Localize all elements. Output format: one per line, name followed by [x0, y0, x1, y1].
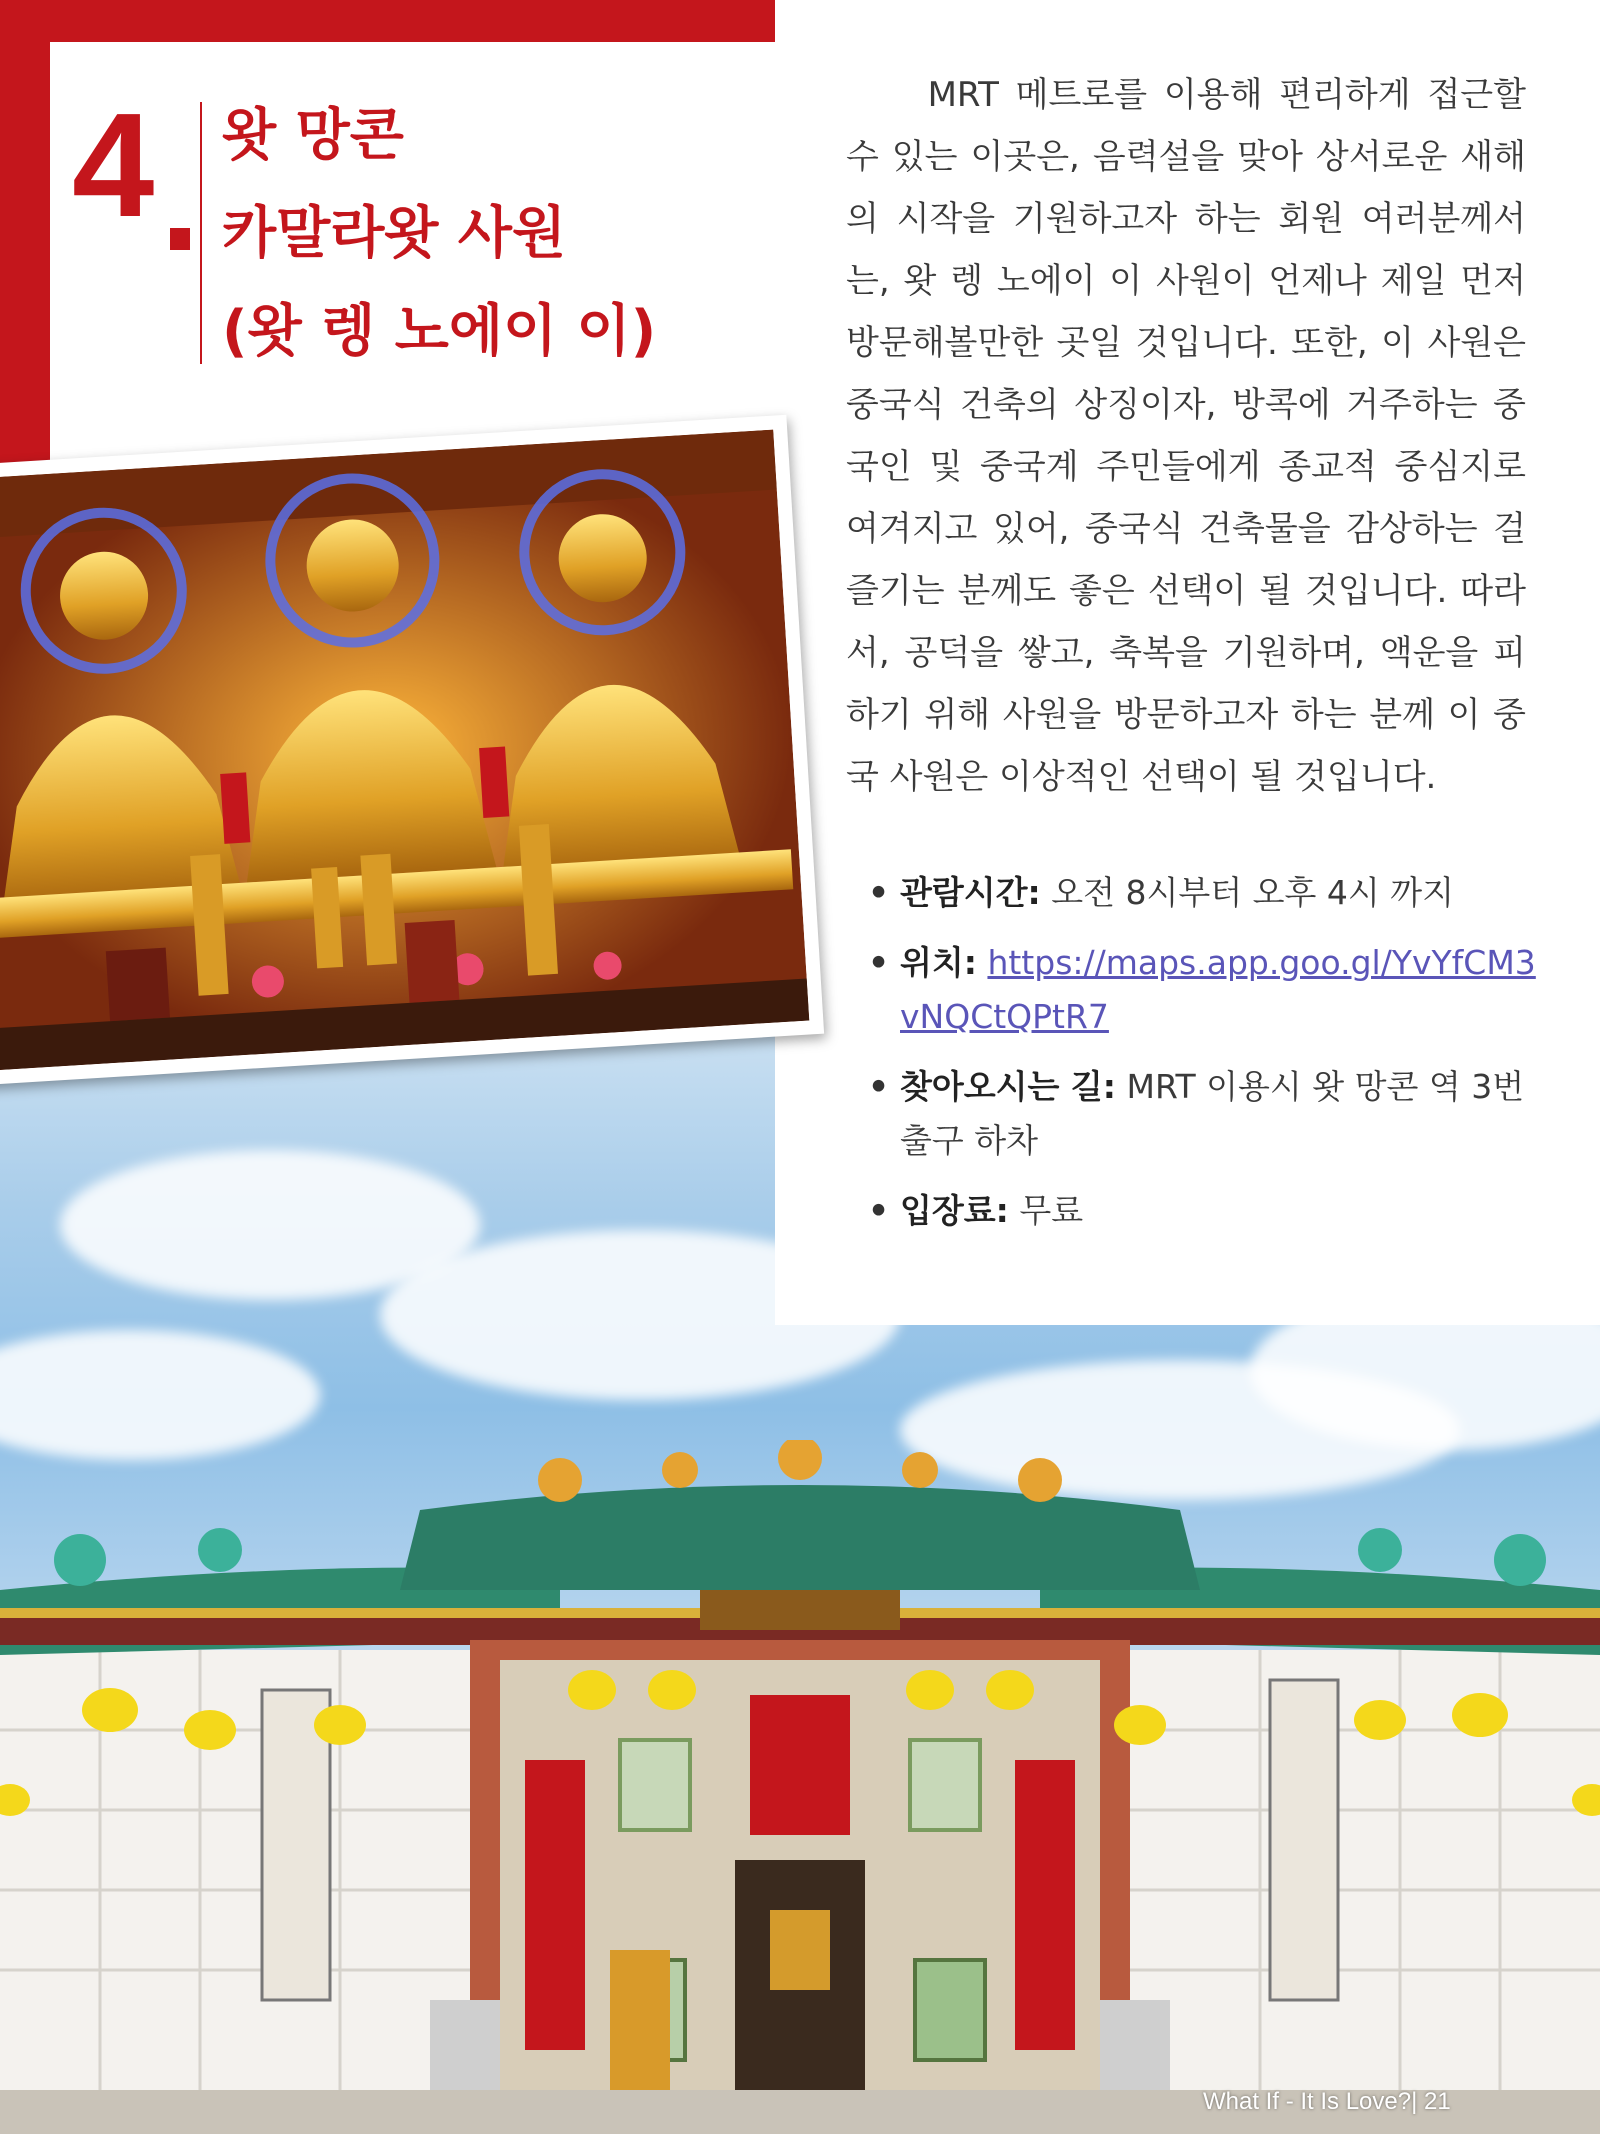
bullet-icon: •: [868, 1067, 890, 1106]
title-line-2: 카말라왓 사원: [222, 201, 567, 266]
title-line-3: (왓 렝 노에이 이): [222, 299, 657, 364]
info-list: [868, 866, 1540, 1254]
hours-label: 관람시간:: [900, 873, 1041, 912]
red-side-bar: [0, 0, 50, 480]
page-footer: What If - It Is Love?| 21: [1203, 2088, 1451, 2115]
section-number-dot: [170, 228, 190, 250]
buddha-altar-photo: [0, 415, 824, 1085]
red-header-bar: [0, 0, 775, 42]
directions-label: 찾아오시는 길:: [900, 1067, 1116, 1106]
temple-facade-photo: [0, 1440, 1600, 2134]
location-label: 위치:: [900, 943, 977, 982]
body-paragraph: MRT 메트로를 이용해 편리하게 접근할 수 있는 이곳은, 음력설을 맞아 상서로운 새해의 시작을 기원하고자 하는 회원 여러분께서는, 왓 렝 노에이 이 사원이 언제나 제일 먼저 방문해볼만한 곳일 것입니다. 또한, 이 사원은 중국식 건축의 상징이자, 방콕에 거주하는 중국인 및 중국계 주민들에게 종교적 중심지로 여겨지고 있어, 중국식 건축물을 감상하는 걸 즐기는 분께도 좋은 선택이 될 것입니다. 따라서, 공덕을 쌓고, 축복을 기원하며, 액운을 피하기 위해 사원을 방문하고자 하는 분께 이 중국 사원은 이상적인 선택이 될 것입니다.: [846, 75, 1526, 797]
fee-label: 입장료:: [900, 1191, 1009, 1230]
bullet-icon: •: [868, 943, 890, 982]
buddha-altar-image: [0, 430, 809, 1071]
list-item-fee: [868, 1184, 1540, 1238]
list-item-hours: [868, 866, 1540, 920]
bullet-icon: •: [868, 873, 890, 912]
title-divider: [200, 102, 202, 364]
bullet-icon: •: [868, 1191, 890, 1230]
title-line-1: 왓 망콘: [222, 103, 404, 168]
list-item-directions: [868, 1060, 1540, 1168]
directions-value: MRT 이용시 왓 망콘 역 3번 출구 하차: [900, 1067, 1525, 1160]
section-number: 4: [72, 83, 149, 248]
body-text: [846, 64, 1526, 808]
hours-value: 오전 8시부터 오후 4시 까지: [1051, 873, 1454, 912]
location-link[interactable]: https://maps.app.goo.gl/YvYfCM3vNQCtQPtR7: [900, 943, 1536, 1036]
fee-value: 무료: [1019, 1191, 1084, 1230]
list-item-location: [868, 936, 1540, 1044]
